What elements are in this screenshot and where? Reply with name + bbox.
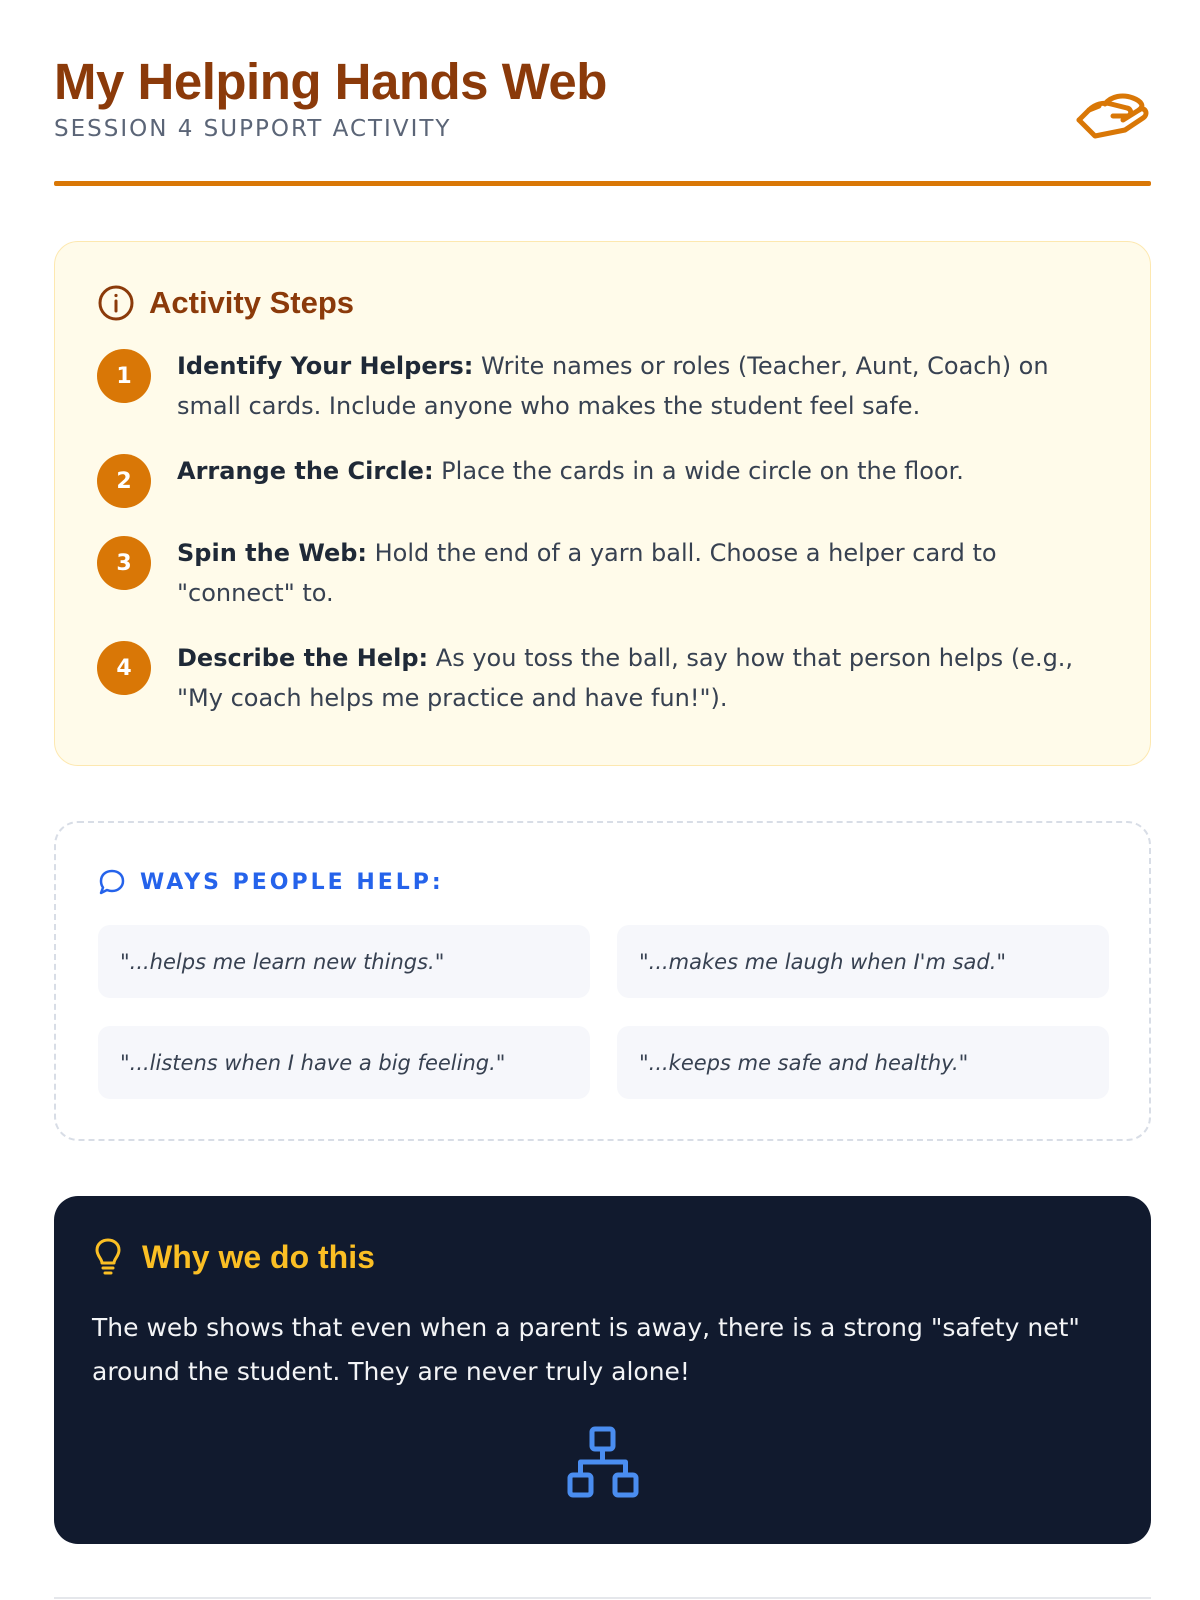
activity-steps-card — [54, 241, 1151, 766]
page-header — [54, 50, 1151, 187]
step-item — [97, 451, 1110, 508]
step-item — [97, 346, 1110, 426]
lightbulb-icon — [92, 1237, 124, 1277]
step-number-badge: 3 — [97, 536, 151, 590]
why-title: Why we do this — [142, 1238, 375, 1275]
step-label: Identify Your Helpers: — [177, 352, 474, 380]
footer-divider — [54, 1597, 1151, 1599]
step-text — [177, 346, 1110, 426]
step-description: Write names or roles (Teacher, Aunt, Coach) on small cards. Include anyone who makes the student feel safe. — [177, 352, 1049, 420]
step-number-badge: 4 — [97, 641, 151, 695]
quote-chip: "...keeps me safe and healthy." — [617, 1026, 1109, 1099]
step-description: Hold the end of a yarn ball. Choose a helper card to "connect" to. — [177, 539, 997, 607]
network-icon — [566, 1425, 640, 1499]
step-text — [177, 451, 964, 491]
info-icon — [97, 284, 135, 322]
step-label: Spin the Web: — [177, 539, 367, 567]
speech-bubble-icon — [98, 868, 126, 896]
activity-steps-title: Activity Steps — [149, 285, 355, 320]
quotes-grid — [98, 925, 1107, 1099]
ways-people-help-heading — [98, 865, 1107, 899]
step-text — [177, 533, 1110, 613]
ways-people-help-title: WAYS PEOPLE HELP: — [140, 869, 444, 895]
why-description: The web shows that even when a parent is away, there is a strong "safety net" around the student. They are never truly alone! — [92, 1313, 1080, 1386]
helping-hand-icon — [1075, 90, 1151, 144]
step-description: As you toss the ball, say how that person helps (e.g., "My coach helps me practice and have fun!"). — [177, 644, 1074, 712]
ways-people-help-card — [54, 821, 1151, 1141]
step-label: Describe the Help: — [177, 644, 429, 672]
quote-chip: "...makes me laugh when I'm sad." — [617, 925, 1109, 998]
why-heading — [92, 1236, 1113, 1278]
step-description: Place the cards in a wide circle on the floor. — [433, 457, 964, 485]
quote-chip: "...helps me learn new things." — [98, 925, 590, 998]
step-item — [97, 533, 1110, 613]
activity-steps-heading — [97, 282, 1110, 324]
header-divider — [54, 181, 1151, 186]
step-label: Arrange the Circle: — [177, 457, 434, 485]
why-we-do-this-card — [54, 1196, 1151, 1544]
steps-list — [97, 346, 1110, 718]
page-title: My Helping Hands Web — [54, 53, 607, 110]
step-number-badge: 1 — [97, 349, 151, 403]
step-text — [177, 638, 1110, 718]
step-item — [97, 638, 1110, 718]
step-number-badge: 2 — [97, 454, 151, 508]
page-subtitle: SESSION 4 SUPPORT ACTIVITY — [54, 116, 452, 142]
quote-chip: "...listens when I have a big feeling." — [98, 1026, 590, 1099]
